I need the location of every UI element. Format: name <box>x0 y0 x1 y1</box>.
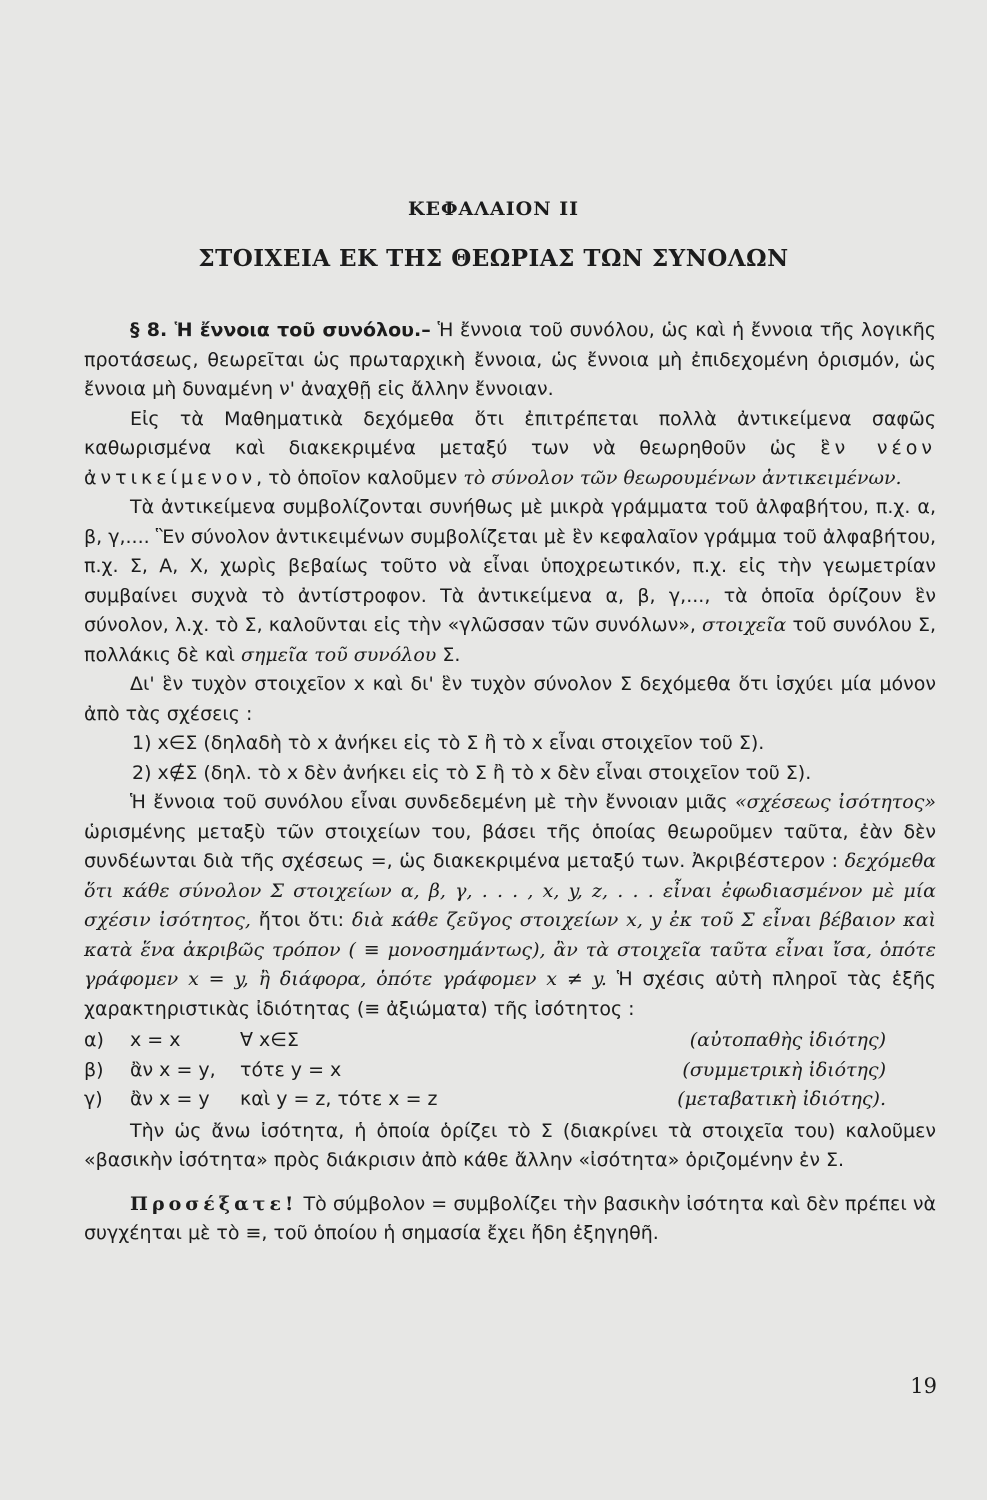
paragraph-new-object: Εἰς τὰ Μαθηματικὰ δεχόμεθα ὅτι ἐπιτρέπεται πολλὰ ἀντικείμενα σαφῶς καθωρισμένα καὶ διακεκριμένα μεταξύ των νὰ θεωρηθοῦν ὡς ἓν νέον ἀντικείμενον, τὸ ὁποῖον καλοῦμεν τὸ σύνολον τῶν θεωρουμένων ἀντικειμένων. <box>84 407 936 489</box>
axioms-list <box>84 1026 936 1115</box>
chapter-heading: ΚΕΦΑΛΑΙΟΝ ΙΙ <box>408 198 579 220</box>
warning-label: Προσέξατε! <box>130 1192 298 1215</box>
page-number: 19 <box>910 1374 937 1398</box>
section-heading: § 8. Ἡ ἔννοια τοῦ συνόλου.– <box>130 319 431 341</box>
paragraph-notation: Τὰ ἀντικείμενα συμβολίζονται συνήθως μὲ μικρὰ γράμματα τοῦ ἀλφαβήτου, π.χ. α, β, γ,.... Ἓν σύνολον ἀντικειμένων συμβολίζεται μὲ ἓν κεφαλαῖον γράμμα τοῦ ἀλφαβήτου, π.χ. Σ, Α, Χ, χωρὶς βεβαίως τοῦτο νὰ εἶναι ὑποχρεωτικόν, π.χ. εἰς τὴν γεωμετρίαν συμβαίνει συχνὰ τὸ ἀντίστροφον. Τὰ ἀντικείμενα α, β, γ,..., τὰ ὁποῖα ὁρίζουν ἓν σύνολον, λ.χ. τὸ Σ, καλοῦνται εἰς τὴν «γλῶσσαν τῶν συνόλων», στοιχεῖα τοῦ συνόλου Σ, πολλάκις δὲ καὶ σημεῖα τοῦ συνόλου Σ. <box>84 496 937 666</box>
paragraph-definition: § 8. Ἡ ἔννοια τοῦ συνόλου.– Ἡ ἔννοια τοῦ συνόλου, ὡς καὶ ἡ ἔννοια τῆς λογικῆς προτάσεως, θεωρεῖται ὡς πρωταρχικὴ ἔννοια, ὡς ἔννοια μὴ ἐπιδεχομένη ὁρισμόν, ὡς ἔννοια μὴ δυναμένη ν' ἀναχθῇ εἰς ἄλλην ἔννοιαν. <box>84 319 936 400</box>
body-text <box>84 316 936 1249</box>
relation-item-1: 1) x∈Σ (δηλαδὴ τὸ x ἀνήκει εἰς τὸ Σ ἢ τὸ x εἶναι στοιχεῖον τοῦ Σ). <box>132 732 765 754</box>
paragraph-warning: Προσέξατε! Τὸ σύμβολον = συμβολίζει τὴν βασικὴν ἰσότητα καὶ δὲν πρέπει νὰ συγχέηται μὲ τὸ ≡, τοῦ ὁποίου ἡ σημασία ἔχει ἤδη ἐξηγηθῆ. <box>84 1192 936 1244</box>
paragraph-basic-equality: Τὴν ὡς ἄνω ἰσότητα, ἡ ὁποία ὁρίζει τὸ Σ (διακρίνει τὰ στοιχεῖα του) καλοῦμεν «βασικὴν ἰσότητα» πρὸς διάκρισιν ἀπὸ κάθε ἄλλην «ἰσότητα» ὁριζομένην ἐν Σ. <box>84 1119 936 1171</box>
relation-item-2: 2) x∉Σ (δηλ. τὸ x δὲν ἀνήκει εἰς τὸ Σ ἢ τὸ x δὲν εἶναι στοιχεῖον τοῦ Σ). <box>132 761 812 784</box>
spaced-term: ἓν νέον ἀντικείμενον <box>84 437 936 489</box>
axiom-row: γ) ἂν x = y καὶ y = z, τότε x = z (μεταβατικὴ ἰδιότης). <box>84 1088 886 1110</box>
paragraph-relations: Δι' ἓν τυχὸν στοιχεῖον x καὶ δι' ἓν τυχὸν σύνολον Σ δεχόμεθα ὅτι ἰσχύει μία μόνον ἀπὸ τὰς σχέσεις : <box>84 673 936 725</box>
italic-term: τὸ σύνολον τῶν θεωρουμένων ἀντικειμένων. <box>463 466 902 489</box>
axiom-row: α) x = x ∀ x∈Σ (αὐτοπαθὴς ἰδιότης) <box>84 1029 886 1051</box>
paragraph-equality: Ἡ ἔννοια τοῦ συνόλου εἶναι συνδεδεμένη μὲ τὴν ἔννοιαν μιᾶς «σχέσεως ἰσότητος» ὡρισμένης μεταξὺ τῶν στοιχείων του, βάσει τῆς ὁποίας θεωροῦμεν ταῦτα, ἐὰν δὲν συνδέωνται διὰ τῆς σχέσεως =, ὡς διακεκριμένα μεταξύ των. Ἀκριβέστερον : δεχόμεθα ὅτι κάθε σύνολον Σ στοιχείων α, β, γ, . . . , x, y, z, . . . εἶναι ἐφωδιασμένον μὲ μία σχέσιν ἰσότητος, ἤτοι ὅτι: διὰ κάθε ζεῦγος στοιχείων x, y ἐκ τοῦ Σ εἶναι βέβαιον καὶ κατὰ ἕνα ἀκριβῶς τρόπον ( ≡ μονοσημάντως), ἂν τὰ στοιχεῖα ταῦτα εἶναι ἴσα, ὁπότε γράφομεν x = y, ἢ διάφορα, ὁπότε γράφομεν x ≠ y. Ἡ σχέσις αὐτὴ πληροῖ τὰς ἑξῆς χαρακτηριστικὰς ἰδιότητας (≡ ἀξιώματα) τῆς ἰσότητος : <box>84 791 936 1020</box>
chapter-title: ΣΤΟΙΧΕΙΑ ΕΚ ΤΗΣ ΘΕΩΡΙΑΣ ΤΩΝ ΣΥΝΟΛΩΝ <box>198 245 789 272</box>
axiom-row: β) ἂν x = y, τότε y = x (συμμετρικὴ ἰδιότης) <box>84 1058 886 1081</box>
